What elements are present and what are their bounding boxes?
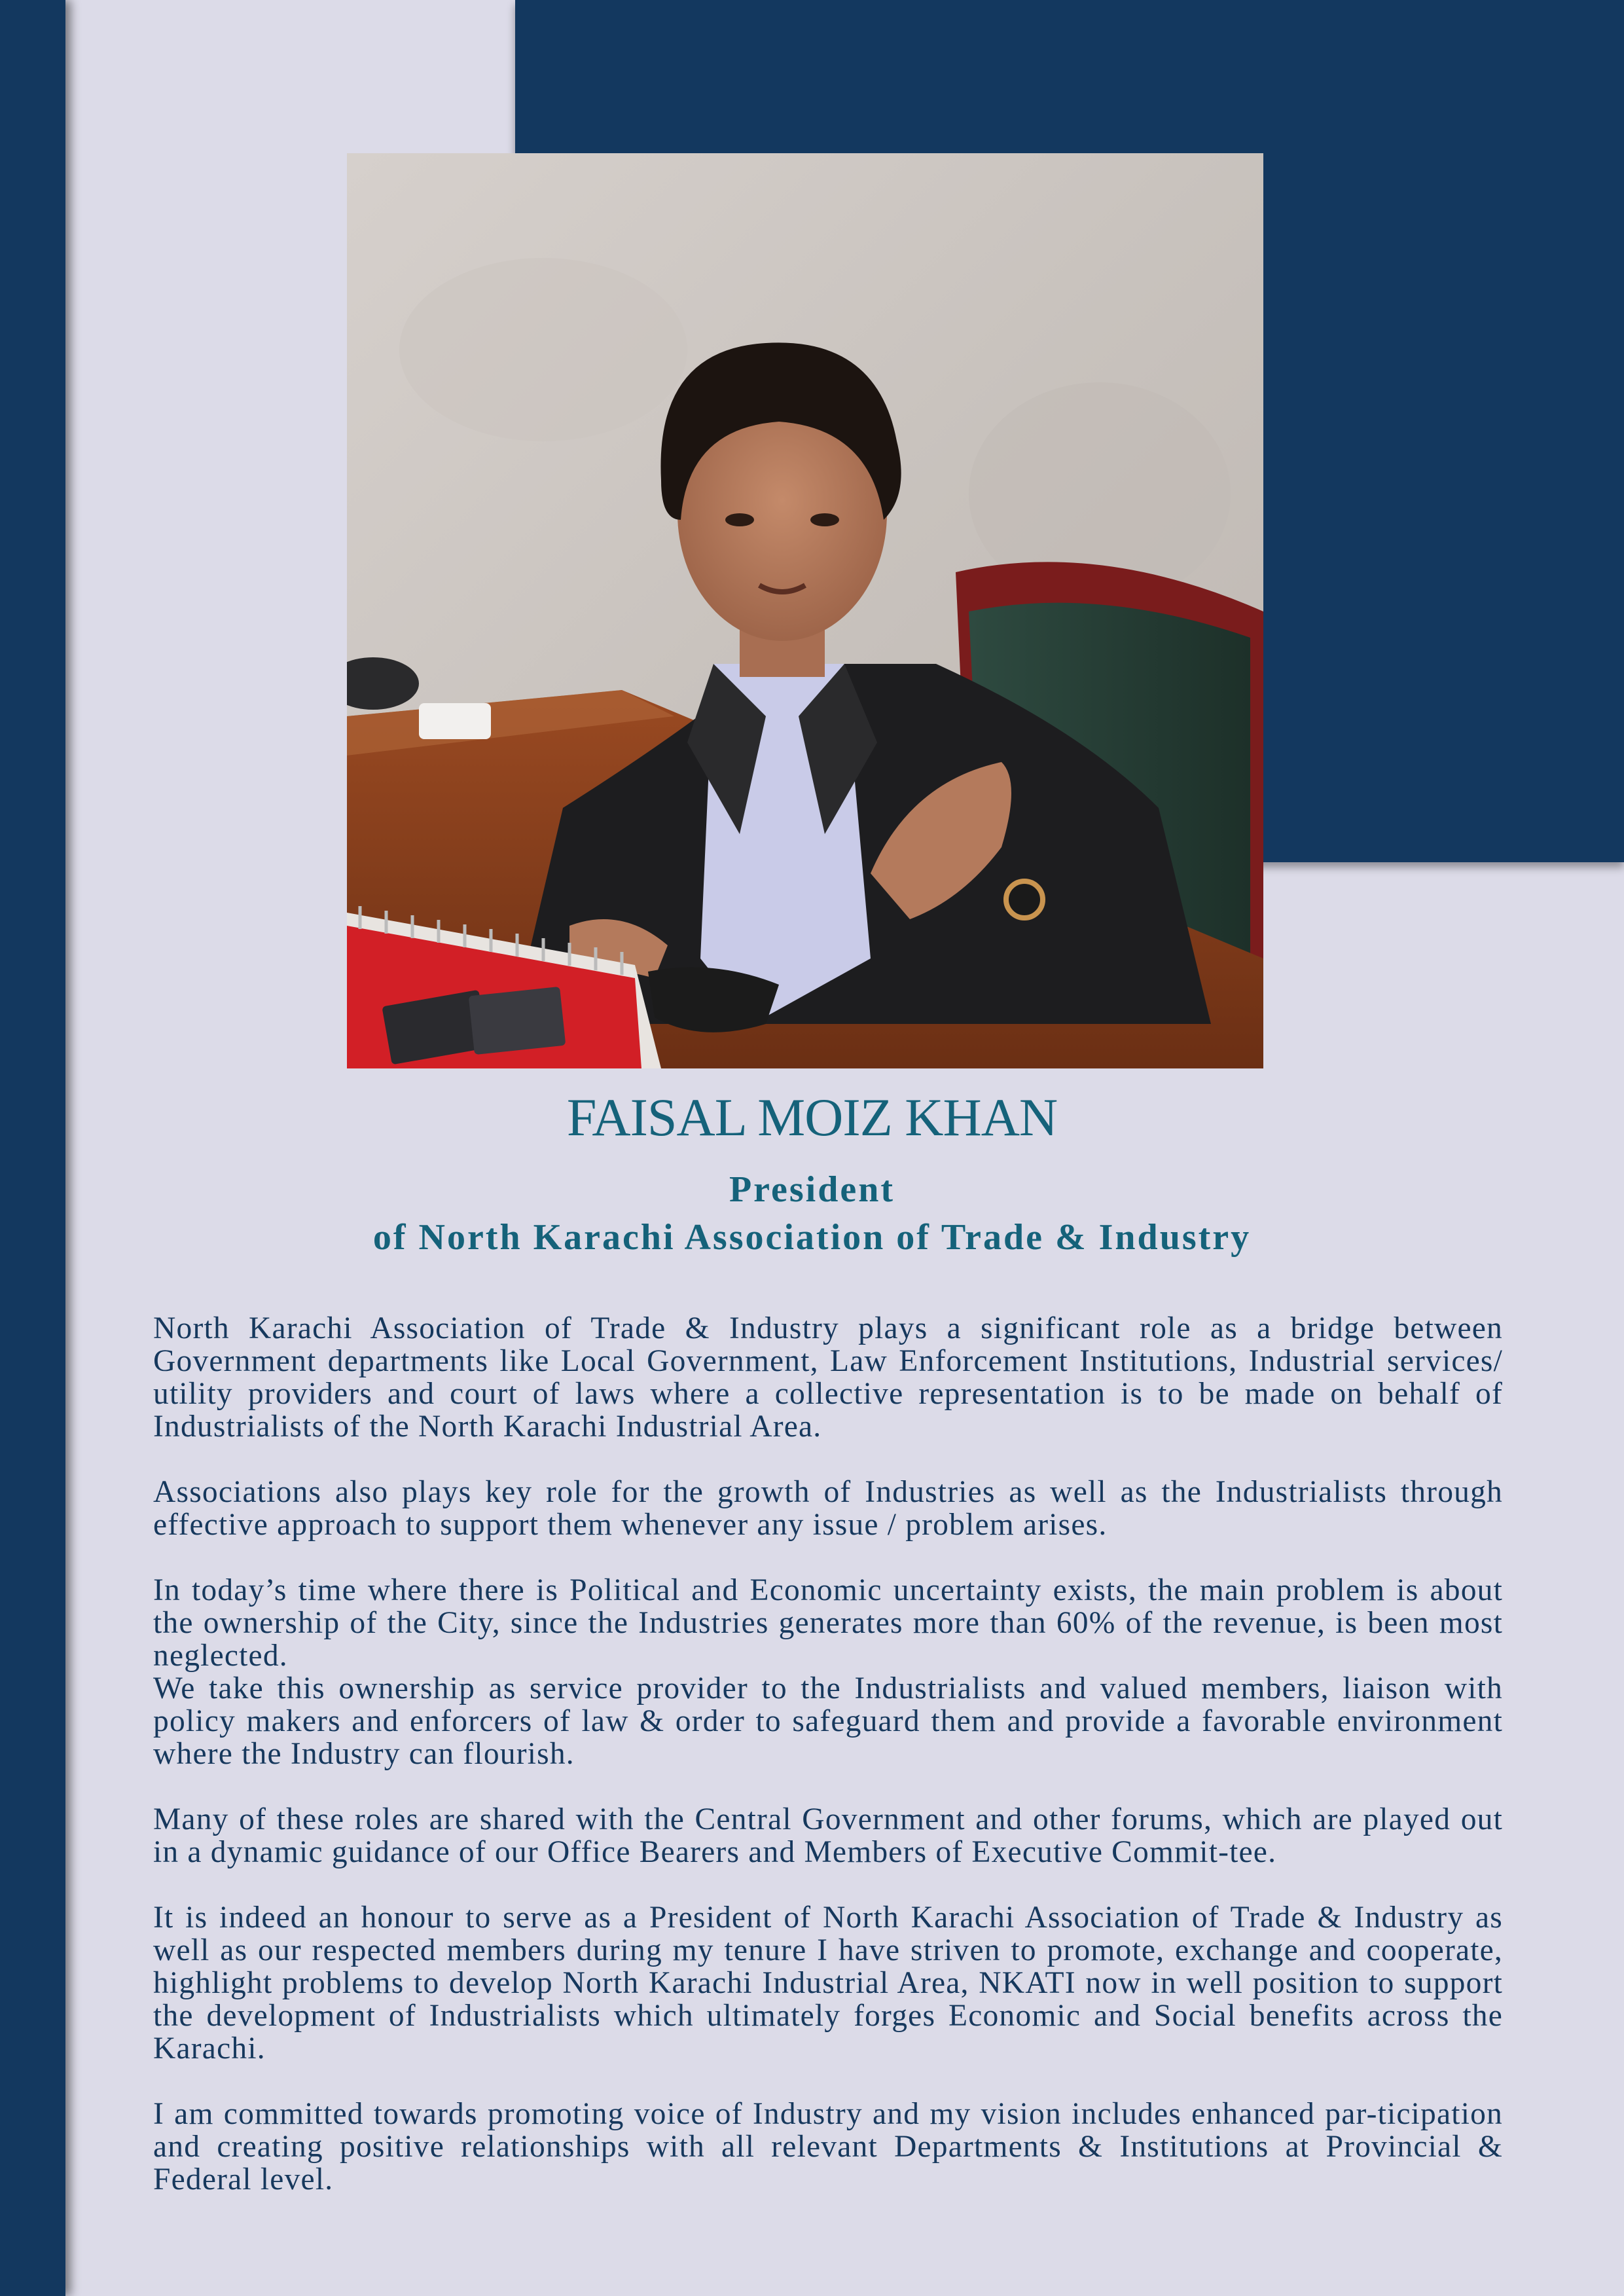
paragraph-5: Many of these roles are shared with the Central Government and other forums, which are played out in a dynamic guidance of our Office Bearers and Members of Executive Commit-tee. xyxy=(153,1802,1503,1869)
message-body xyxy=(153,1312,1503,2229)
paragraph-2: Associations also plays key role for the growth of Industries as well as the Industrialists through effective approach to support them whenever any issue / problem arises. xyxy=(153,1475,1503,1542)
paragraph-6: It is indeed an honour to serve as a President of North Karachi Association of Trade & Industry as well as our respected members during my tenure I have striven to promote, exchange and cooperate, highlight problems to develop North Karachi Industrial Area, NKATI now in well position to support the development of Industrialists which ultimately forges Economic and Social benefits across the Karachi. xyxy=(153,1901,1503,2066)
person-name: FAISAL MOIZ KHAN xyxy=(566,1087,1058,1147)
paragraph-7: I am committed towards promoting voice of Industry and my vision includes enhanced par-ticipation and creating positive relationships with all relevant Departments & Institutions at Provincial & Federal level. xyxy=(153,2097,1503,2196)
organization-name: of North Karachi Association of Trade & Industry xyxy=(372,1217,1252,1258)
person-title: President xyxy=(729,1169,895,1210)
paragraph-3: In today’s time where there is Political and Economic uncertainty exists, the main problem is about the ownership of the City, since the Industries generates more than 60% of the revenue, is been most neglected. xyxy=(153,1573,1503,1673)
portrait-photo xyxy=(347,153,1263,1068)
left-decorative-bar xyxy=(0,0,65,2296)
paragraph-1: North Karachi Association of Trade & Industry plays a significant role as a bridge between Government departments like Local Government, Law Enforcement Institutions, Industrial services/ utility providers and court of laws where a collective representation is to be made on behalf of Industrialists of the North Karachi Industrial Area. xyxy=(153,1311,1503,1444)
paragraph-4: We take this ownership as service provider to the Industrialists and valued members, liaison with policy makers and enforcers of law & order to safeguard them and provide a favorable environment where the Industry can flourish. xyxy=(153,1671,1503,1771)
